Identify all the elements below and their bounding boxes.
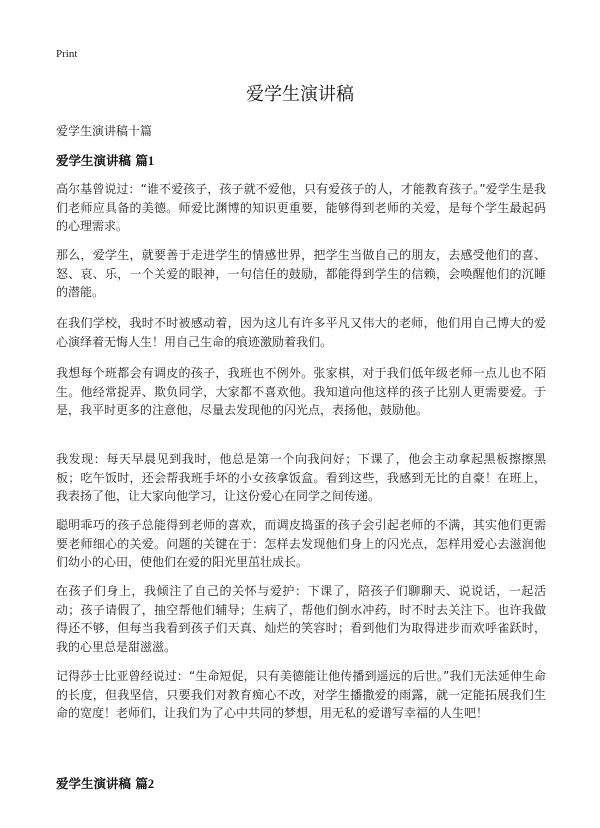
section-heading-2 bbox=[56, 774, 154, 792]
paragraph-7: 在孩子们身上，我倾注了自己的关怀与爱护：下课了，陪孩子们聊聊天、说说话，一起活动；孩子请假了，抽空帮他们辅导；生病了，帮他们倒水冲药，时不时去关注下。也许我做得还不够，但每当我看到孩子们天真、灿烂的笑容时；看到他们为取得进步而欢呼雀跃时，我的心里总是甜滋滋。 bbox=[56, 584, 546, 654]
paragraph-2: 那么，爱学生，就要善于走进学生的情感世界，把学生当做自己的朋友，去感受他们的喜、怒、哀、乐，一个关爱的眼神，一句信任的鼓励，都能得到学生的信赖，会唤醒他们的沉睡的潜能。 bbox=[56, 248, 546, 299]
document-subtitle: 爱学生演讲稿十篇 bbox=[56, 124, 153, 138]
section-heading-number: 篇1 bbox=[135, 154, 155, 168]
paragraph-4: 我想每个班都会有调皮的孩子，我班也不例外。张家棋，对于我们低年级老师一点儿也不陌生。他经常捉弄、欺负同学，大家都不喜欢他。我知道向他这样的孩子比别人更需要爱。于是，我平时更多的注意他，尽量去发现他的闪光点，表扬他，鼓励他。 bbox=[56, 366, 546, 417]
paragraph-6: 聪明乖巧的孩子总能得到老师的喜欢，而调皮捣蛋的孩子会引起老师的不满，其实他们更需要老师细心的关爱。问题的关键在于：怎样去发现他们身上的闪光点，怎样用爱心去滋润他们幼小的心田，使他们在爱的阳光里茁壮成长。 bbox=[56, 518, 546, 569]
paragraph-8: 记得莎士比亚曾经说过：“生命短促，只有美德能让他传播到遥远的后世。”我们无法延伸生命的长度，但我坚信，只要我们对教育痴心不改，对学生播撒爱的雨露，就一定能拓展我们生命的宽度！老师们，让我们为了心中共同的梦想，用无私的爱谱写幸福的人生吧！ bbox=[56, 669, 546, 720]
section-heading-text: 爱学生演讲稿 bbox=[56, 153, 132, 168]
print-link[interactable]: Print bbox=[56, 48, 78, 60]
paragraph-5: 我发现：每天早晨见到我时，他总是第一个向我问好；下课了，他会主动拿起黑板擦擦黑板；吃午饭时，还会帮我班手坏的小女孩拿饭盒。看到这些，我感到无比的自豪！在班上，我表扬了他，让大家向他学习，让这份爱心在同学之间传递。 bbox=[56, 452, 546, 503]
section-heading-text: 爱学生演讲稿 bbox=[56, 776, 132, 791]
page-title: 爱学生演讲稿 bbox=[246, 84, 354, 105]
section-heading-number: 篇2 bbox=[135, 777, 155, 791]
paragraph-3: 在我们学校，我时不时被感动着，因为这儿有许多平凡又伟大的老师，他们用自己博大的爱心演绎着无悔人生！用自己生命的痕迹激励着我们。 bbox=[56, 316, 546, 349]
section-heading-1 bbox=[56, 151, 154, 169]
paragraph-1: 高尔基曾说过：“谁不爱孩子，孩子就不爱他，只有爱孩子的人，才能教育孩子。”爱学生是我们老师应具备的美德。师爱比渊博的知识更重要，能够得到老师的关爱，是每个学生最起码的心理需求。 bbox=[56, 182, 546, 233]
